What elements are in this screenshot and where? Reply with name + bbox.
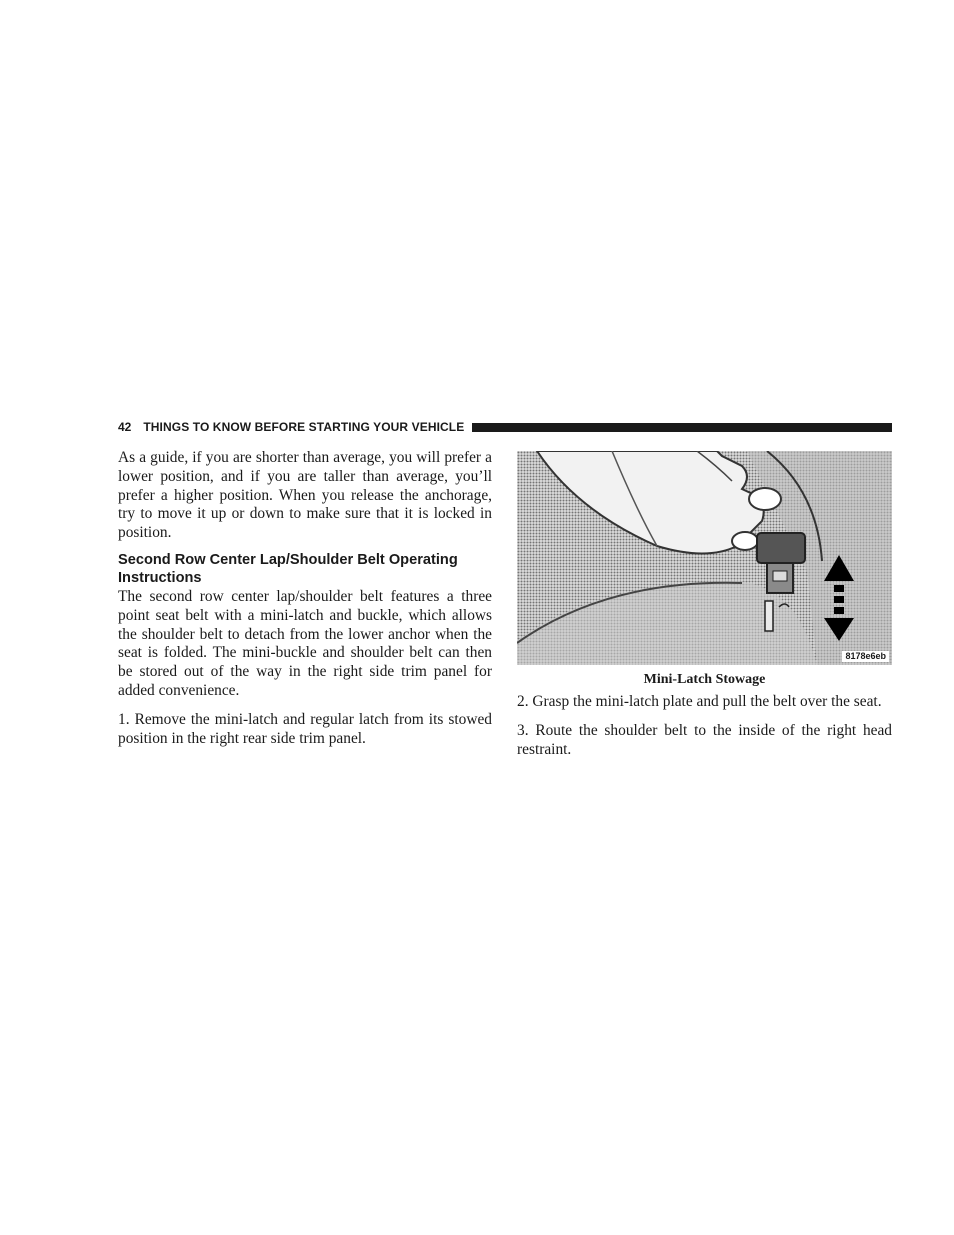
figure-code: 8178e6eb xyxy=(842,651,889,662)
step-3: 3. Route the shoulder belt to the inside of the right head restraint. xyxy=(517,721,892,758)
paragraph-guide: As a guide, if you are shorter than average, you will prefer a lower position, and if you are taller than average, you’ll prefer a higher position. When you release the anchorage, try to move it up or down to make sure that it is locked in position. xyxy=(118,449,492,542)
page-number: 42 xyxy=(118,420,132,434)
step-1: 1. Remove the mini-latch and regular latch from its stowed position in the right rear side trim panel. xyxy=(118,710,492,747)
illustration-drawing xyxy=(517,451,892,665)
paragraph-description: The second row center lap/shoulder belt features a three point seat belt with a mini-latch and buckle, which allows the shoulder belt to detach from the lower anchor when the seat is folded. The mini-buckle and shoulder belt can then be stored out of the way in the right side trim panel for added convenience. xyxy=(118,587,492,699)
page-header xyxy=(118,419,892,435)
running-head: THINGS TO KNOW BEFORE STARTING YOUR VEHICLE xyxy=(143,420,465,434)
step-2: 2. Grasp the mini-latch plate and pull the belt over the seat. xyxy=(517,693,882,710)
left-column xyxy=(118,449,492,748)
mini-latch-illustration xyxy=(517,451,892,665)
section-heading: Second Row Center Lap/Shoulder Belt Operating Instructions xyxy=(118,551,458,587)
figure-caption: Mini-Latch Stowage xyxy=(643,672,766,687)
right-column xyxy=(517,451,892,759)
header-rule xyxy=(472,423,892,432)
